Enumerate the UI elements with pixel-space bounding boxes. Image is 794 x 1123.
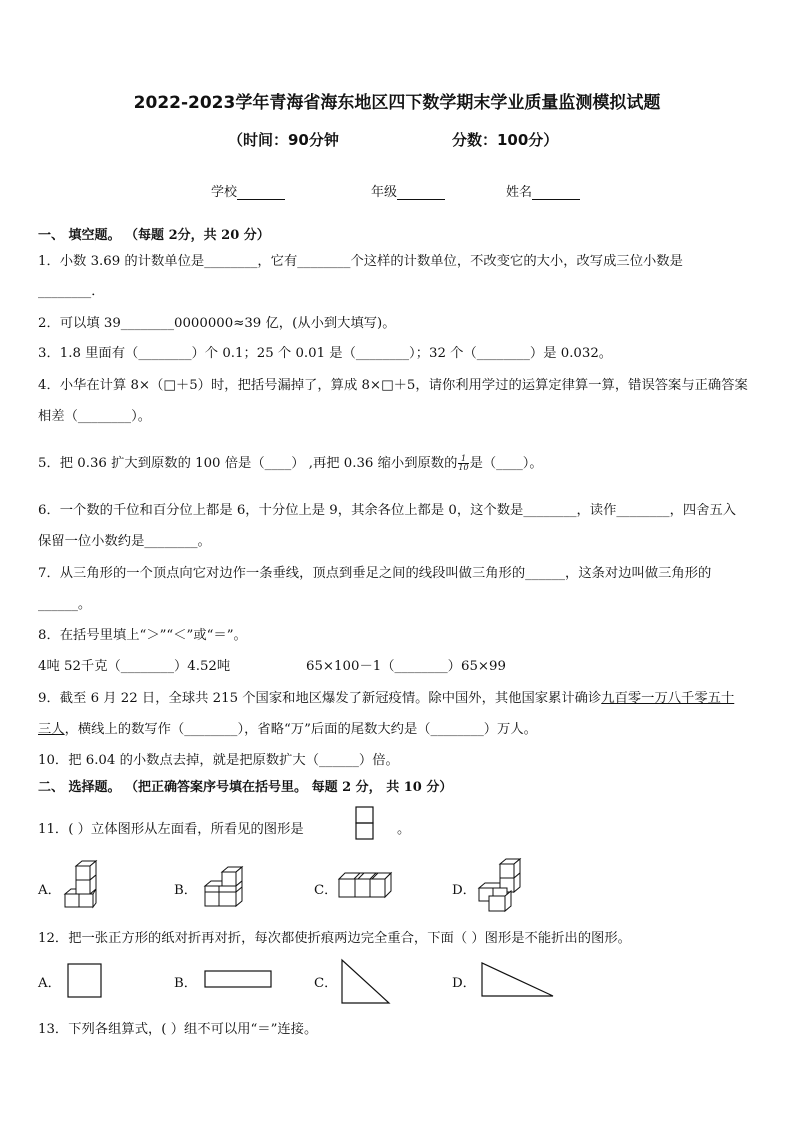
question-2: 2．可以填 39________0000000≈39 亿，(从小到大填写)。 — [38, 316, 396, 331]
question-9-text: 9．截至 6 月 22 日，全球共 215 个国家和地区爆发了新冠疫情。除中国外，其他国家累计确诊 — [38, 691, 602, 706]
q12-option-b-label[interactable]: B． — [174, 976, 198, 991]
question-11-end: 。 — [397, 822, 411, 837]
question-5-text-a: 5．把 0.36 扩大到原数的 100 倍是（____） ,再把 0.36 缩小到原数的 — [38, 456, 458, 471]
q11-option-d-cubes[interactable] — [478, 858, 524, 914]
section-2-heading: 二、 选择题。 （把正确答案序号填在括号里。 每题 2 分， 共 10 分） — [38, 780, 453, 795]
question-9-underlined-tail: 三人 — [38, 722, 65, 737]
question-5 — [38, 452, 543, 472]
q12-option-d-triangle[interactable] — [480, 961, 556, 999]
q12-option-a-label[interactable]: A． — [38, 976, 61, 991]
q11-option-c-cubes[interactable] — [338, 872, 398, 902]
question-12: 12．把一张正方形的纸对折再对折，每次都使折痕两边完全重合，下面（ ）图形是不能折出的图形。 — [38, 931, 631, 946]
q11-option-a-cubes[interactable] — [64, 860, 98, 908]
exam-score: 分数：100分） — [452, 131, 559, 149]
question-4-line-1: 4．小华在计算 8×（□＋5）时，把括号漏掉了，算成 8×□＋5，请你利用学过的运算定律算一算，错误答案与正确答案 — [38, 378, 748, 393]
question-7-line-2: ______。 — [38, 597, 92, 612]
fraction-denominator: 10 — [458, 463, 469, 472]
question-9-line-2 — [38, 718, 537, 737]
question-9-rest: ，横线上的数写作（________），省略“万”后面的尾数大约是（________）万人。 — [64, 722, 537, 737]
question-7-line-1: 7．从三角形的一个顶点向它对边作一条垂线，顶点到垂足之间的线段叫做三角形的______，这条对边叫做三角形的 — [38, 566, 712, 581]
name-field — [506, 181, 580, 200]
school-blank[interactable] — [237, 185, 285, 200]
grade-blank[interactable] — [397, 185, 445, 200]
q12-option-b-rectangle[interactable] — [204, 970, 274, 990]
question-1-line-1: 1．小数 3.69 的计数单位是________，它有________个这样的计数单位，不改变它的大小，改写成三位小数是 — [38, 254, 683, 269]
fraction-numerator: 1 — [458, 455, 468, 464]
question-9-underlined-number: 九百零一万八千零五十 — [601, 691, 735, 706]
question-3: 3．1.8 里面有（________）个 0.1；25 个 0.01 是（________）；32 个（________）是 0.032。 — [38, 346, 613, 361]
page-title: 2022-2023学年青海省海东地区四下数学期末学业质量监测模拟试题 — [133, 93, 661, 113]
q11-option-a-label[interactable]: A． — [38, 883, 61, 898]
grade-field — [371, 181, 445, 200]
q12-option-a-square[interactable] — [67, 963, 103, 999]
question-13: 13．下列各组算式，( ）组不可以用“＝”连接。 — [38, 1022, 318, 1037]
q11-option-c-label[interactable]: C． — [314, 883, 338, 898]
question-6-line-2: 保留一位小数约是________。 — [38, 534, 211, 549]
question-5-text-b: 是（____）。 — [469, 456, 543, 471]
question-1-line-2: ________． — [38, 284, 105, 299]
grade-label: 年级 — [371, 185, 398, 200]
q12-option-c-label[interactable]: C． — [314, 976, 338, 991]
section-1-heading: 一、 填空题。 （每题 2分，共 20 分） — [38, 228, 270, 243]
fraction-one-tenth — [458, 455, 468, 472]
question-6-line-1: 6．一个数的千位和百分位上都是 6，十分位上是 9，其余各位上都是 0，这个数是________，读作________，四舍五入 — [38, 503, 737, 518]
question-8-compare-2: 65×100－1（________）65×99 — [306, 659, 506, 674]
question-11: 11．( ）立体图形从左面看，所看见的图形是 — [38, 822, 304, 837]
q11-option-b-label[interactable]: B． — [174, 883, 198, 898]
question-8-compare-1: 4吨 52千克（________）4.52吨 — [38, 659, 231, 674]
school-label: 学校 — [211, 185, 238, 200]
name-blank[interactable] — [532, 185, 580, 200]
exam-time: （时间：90分钟 — [228, 131, 339, 149]
question-8: 8．在括号里填上“＞”“＜”或“＝”。 — [38, 628, 247, 643]
question-4-line-2: 相差（________）。 — [38, 409, 152, 424]
q11-option-d-label[interactable]: D． — [452, 883, 476, 898]
question-9-line-1 — [38, 687, 734, 706]
question-10: 10．把 6.04 的小数点去掉，就是把原数扩大（______）倍。 — [38, 753, 399, 768]
q12-option-c-right-triangle[interactable] — [340, 958, 392, 1006]
two-square-stack-figure — [355, 806, 375, 842]
school-field — [211, 181, 285, 200]
q12-option-d-label[interactable]: D． — [452, 976, 476, 991]
name-label: 姓名 — [506, 185, 533, 200]
q11-option-b-cubes[interactable] — [204, 866, 248, 908]
